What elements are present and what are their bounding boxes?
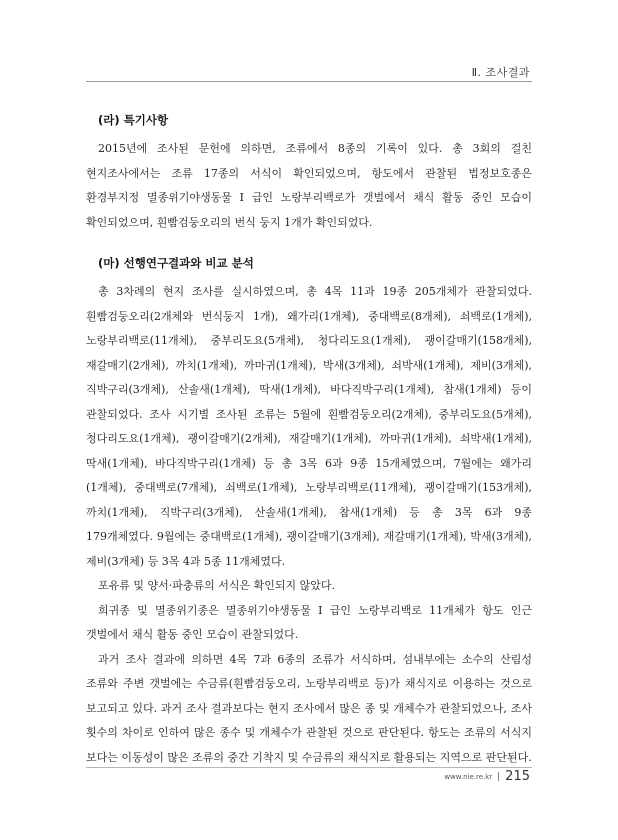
page-number: 215 xyxy=(505,769,530,784)
special-notes-paragraph: 2015년에 조사된 문헌에 의하면, 조류에서 8종의 기록이 있다. 총 3회의 걸친 현지조사에서는 조류 17종의 서식이 확인되었으며, 항도에서 관찰된 법정보호종은 환경부지정 멸종위기야생동물 I 급인 노랑부리백로가 갯벌에서 채식 활동 중인 모습이 확인되었으며, 흰빰검둥오리의 번식 둥지 1개가 확인되었다. xyxy=(86,142,532,229)
footer-url: www.nie.re.kr xyxy=(444,772,493,781)
comparison-paragraph-endangered: 희귀종 및 멸종위기종은 멸종위기야생동물 I 급인 노랑부리백로 11개체가 항도 인근 갯벌에서 채식 활동 중인 모습이 관찰되었다. xyxy=(86,603,532,641)
running-header: Ⅱ. 조사결과 xyxy=(471,66,530,79)
comparison-paragraph-past-survey: 과거 조사 결과에 의하면 4목 7과 6종의 조류가 서식하며, 섬내부에는 소수의 산림성 조류와 주변 갯벌에는 수금류(흰빰검둥오리, 노랑부리백로 등)가 채식지로 이용하는 것으로 보고되고 있다. 과거 조사 결과보다는 현지 조사에서 많은 종 및 개체수가 관찰되었으나, 조사 횟수의 차이로 인하여 많은 종수 및 개체수가 관찰된 것으로 판단된다. 항도는 조류의 서식지 보다는 이동성이 많은 조류의 중간 기착지 및 수금류의 채식지로 활용되는 지역으로 판단된다. xyxy=(86,652,532,764)
section-heading-comparison: (마) 선행연구결과와 비교 분석 xyxy=(98,256,254,270)
header-divider xyxy=(86,81,532,82)
page-footer xyxy=(444,769,530,784)
footer-divider xyxy=(86,767,532,768)
comparison-paragraph-mammals: 포유류 및 양서·파충류의 서식은 확인되지 않았다. xyxy=(98,579,335,592)
comparison-paragraph-survey: 총 3차례의 현지 조사를 실시하였으며, 총 4목 11과 19종 205개체가 관찰되었다. 흰빰검둥오리(2개체와 번식둥지 1개), 왜가리(1개체), 중대백로(8개체), 쇠백로(1개체), 노랑부리백로(11개체), 중부리도요(5개체), 청다리도요(1개체), 괭이갈매기(158개체), 재갈매기(2개체), 까치(1개체), 까마귀(1개체), 박새(3개체), 쇠박새(1개체), 제비(3개체), 직박구리(3개체), 산솔새(1개체), 딱새(1개체), 바다직박구리(1개체), 참새(1개체) 등이 관찰되었다. 조사 시기별 조사된 조류는 5월에 흰빰검둥오리(2개체), 중부리도요(5개체), 청다리도요(1개체), 괭이갈매기(2개체), 재갈매기(1개체), 까마귀(1개체), 쇠박새(1개체), 딱새(1개체), 바다직박구리(1개체) 등 총 3목 6과 9종 15개체였으며, 7월에는 왜가리(1개체), 중대백로(7개체), 쇠백로(1개체), 노랑부리백로(11개체), 괭이갈매기(153개체), 까치(1개체), 직박구리(3개체), 산솔새(1개체), 참새(1개체) 등 총 3목 6과 9종 179개체였다. 9월에는 중대백로(1개체), 괭이갈매기(3개체), 재갈매기(1개체), 박새(3개체), 제비(3개체) 등 3목 4과 5종 11개체였다. xyxy=(86,285,532,568)
footer-separator xyxy=(498,772,499,781)
page-body xyxy=(86,112,532,770)
section-heading-special-notes: (라) 특기사항 xyxy=(98,113,169,127)
